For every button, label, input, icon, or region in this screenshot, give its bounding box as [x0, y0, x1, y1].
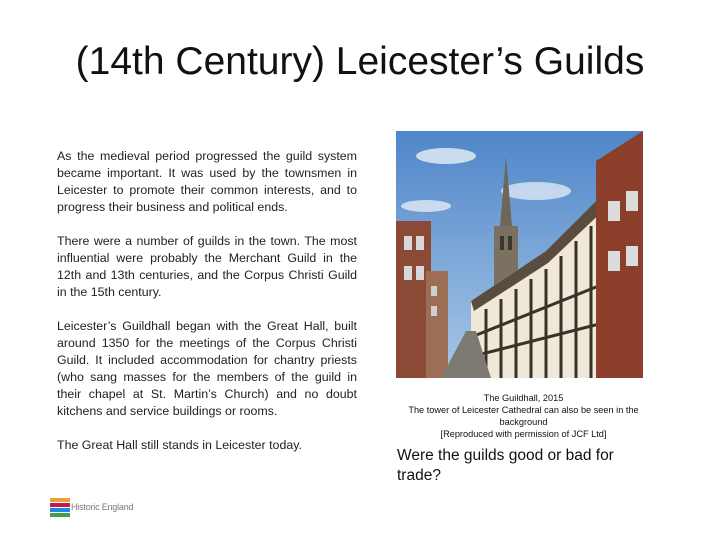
guildhall-photo-illustration [396, 131, 643, 378]
body-text [57, 148, 357, 471]
paragraph-1: As the medieval period progressed the guild system became important. It was used by the townsmen in Leicester to promote their common interests, and to progress their business and political ends. [57, 149, 357, 214]
guildhall-photo [396, 131, 643, 378]
caption-line-3: [Reproduced with permission of JCF Ltd] [440, 429, 607, 439]
photo-caption [396, 392, 651, 440]
logo-text: Historic England [71, 502, 134, 512]
paragraph-2: There were a number of guilds in the town. The most influential were probably the Merchant Guild in the 12th and 13th centuries, and the Corpus Christi Guild in the 15th century. [57, 234, 357, 299]
caption-line-1: The Guildhall, 2015 [483, 393, 564, 403]
paragraph-3: Leicester’s Guildhall began with the Great Hall, built around 1350 for the meetings of the Corpus Christi Guild. It included accommodation for chantry priests (who sang masses for the members of the guild in their chapel at St. Martin’s Church) and no doubt kitchens and service buildings or rooms. [57, 319, 357, 418]
discussion-question: Were the guilds good or bad for trade? [397, 447, 614, 484]
paragraph-4: The Great Hall still stands in Leicester today. [57, 438, 302, 452]
caption-line-2: The tower of Leicester Cathedral can also be seen in the background [408, 405, 639, 427]
slide-title: (14th Century) Leicester’s Guilds [75, 40, 645, 83]
